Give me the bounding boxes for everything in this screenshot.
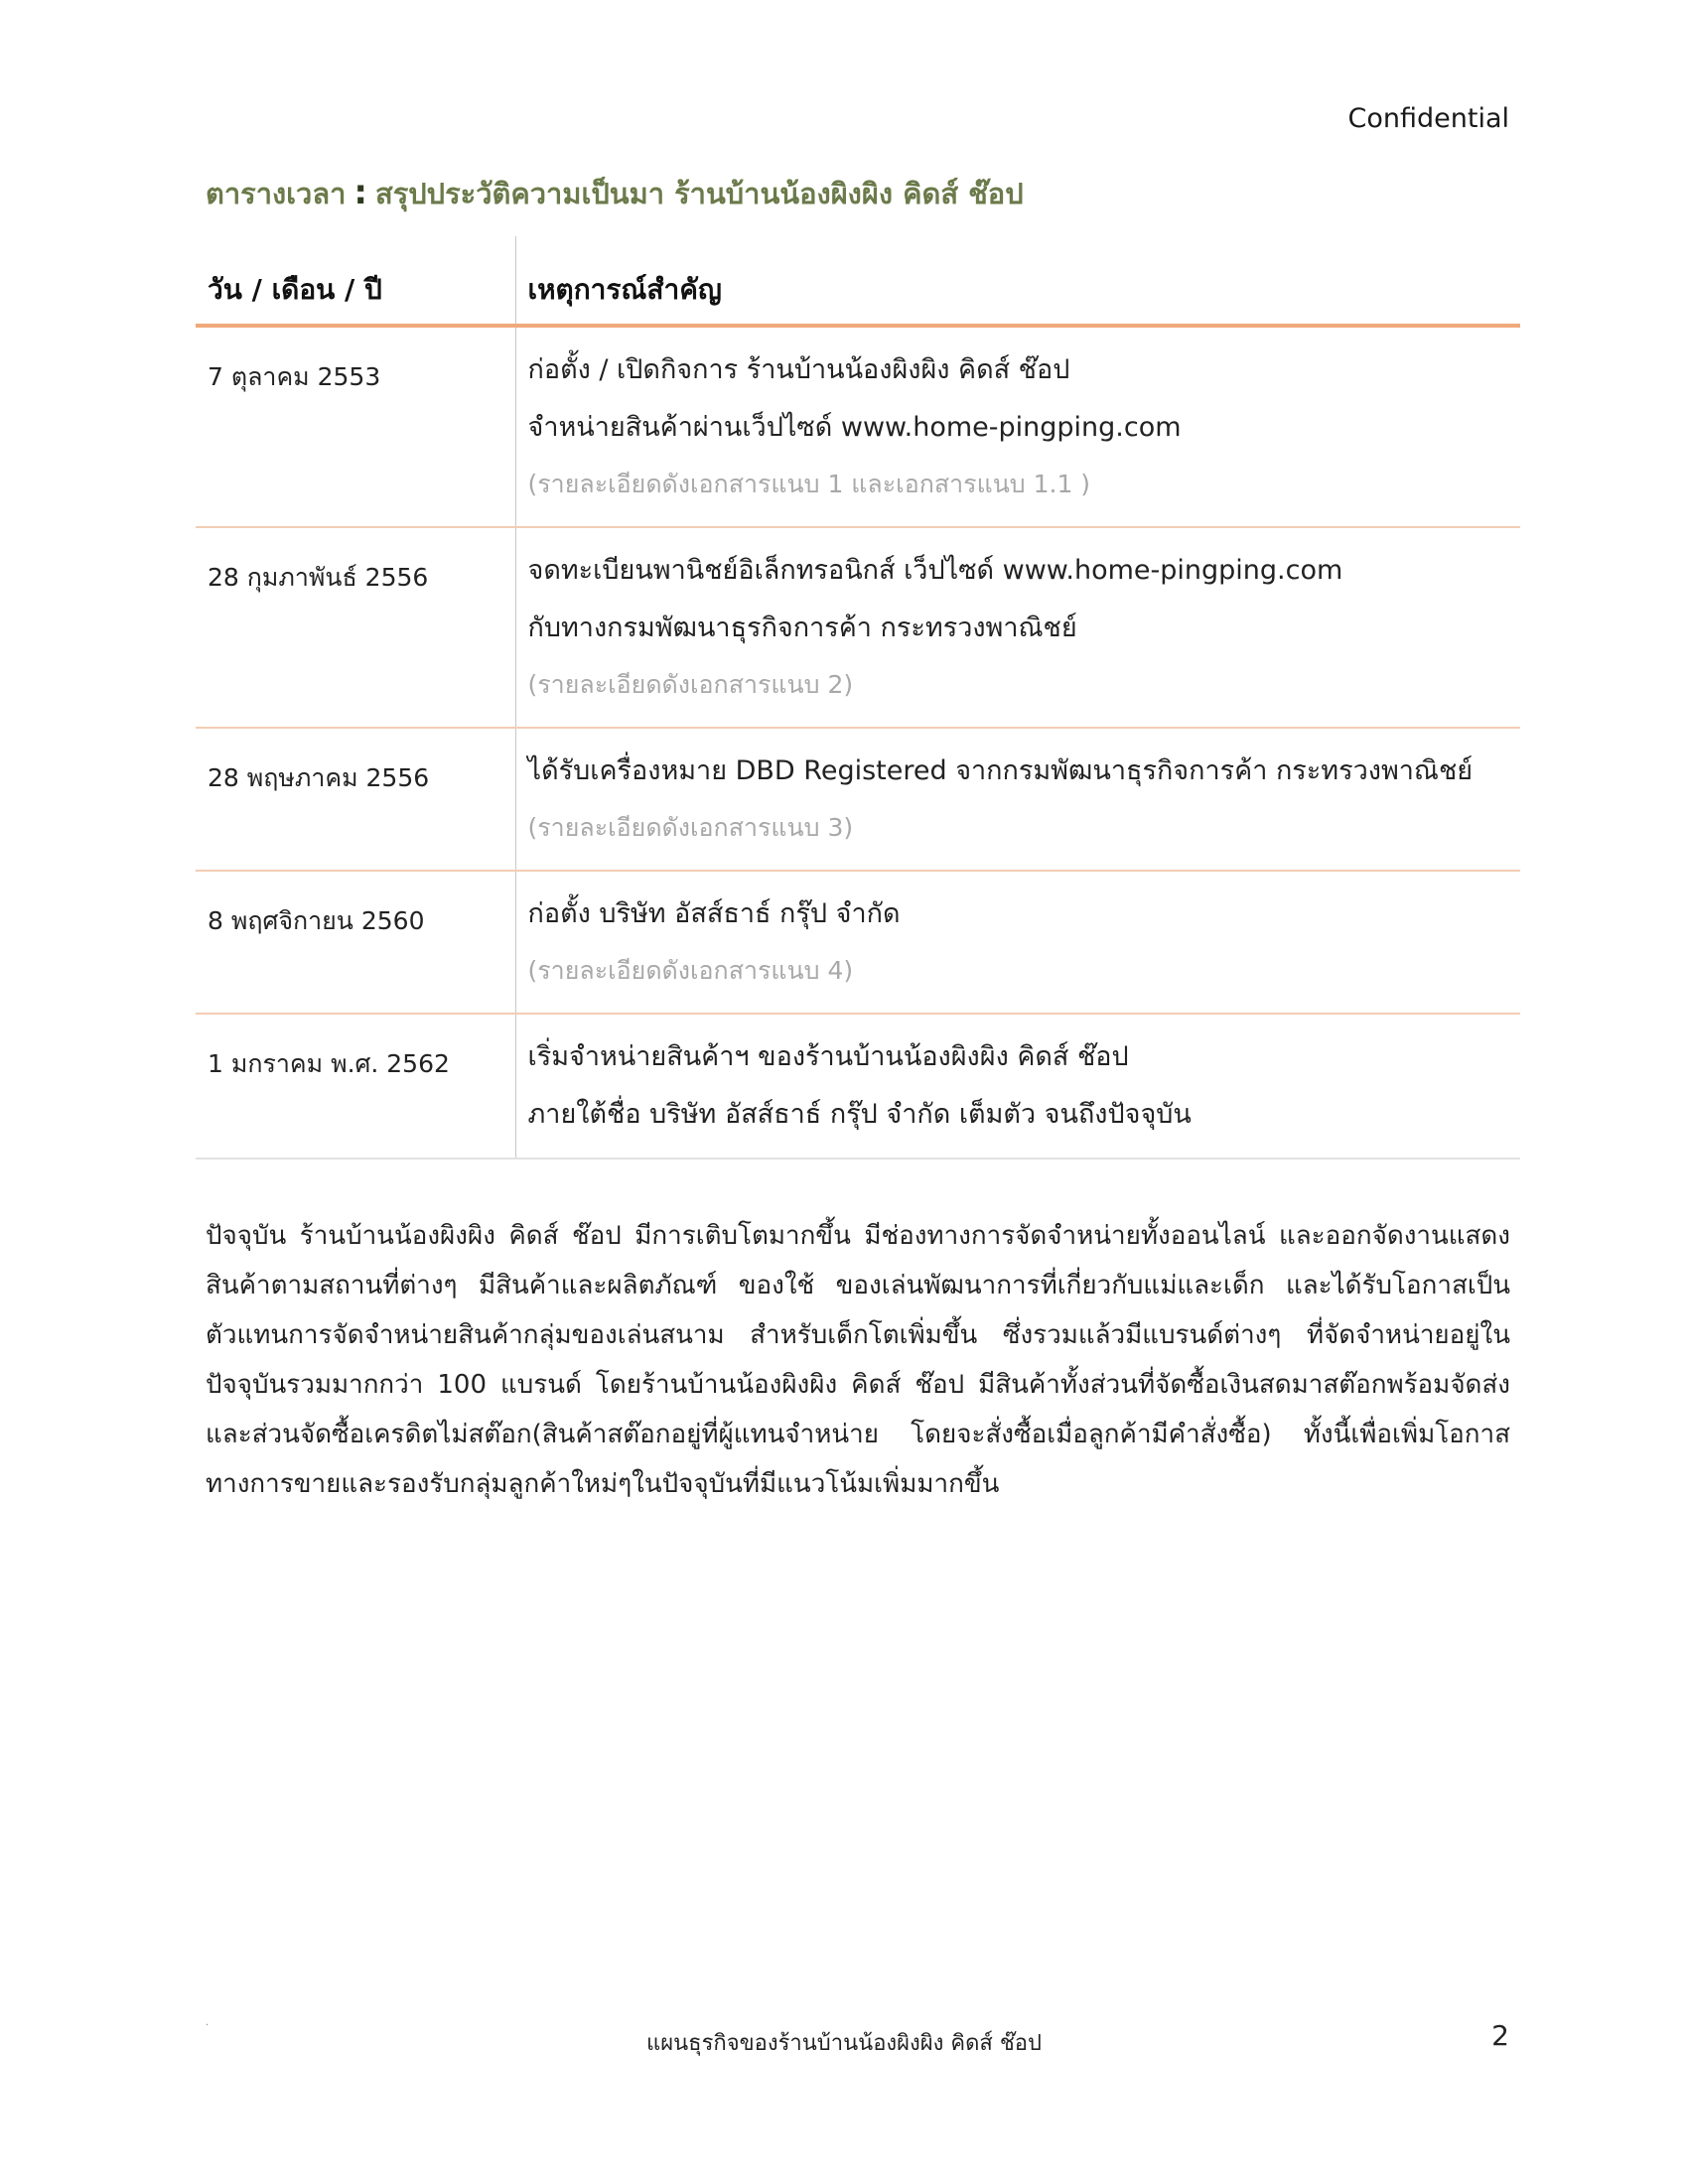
date-column-header: วัน / เดือน / ปี [196, 236, 515, 326]
row-date: 7 ตุลาคม 2553 [196, 326, 515, 527]
row-event [515, 1014, 1520, 1159]
row-date: 1 มกราคม พ.ศ. 2562 [196, 1014, 515, 1159]
event-line: ได้รับเครื่องหมาย DBD Registered จากกรมพัฒนาธุรกิจการค้า กระทรวงพาณิชย์ [527, 755, 1474, 786]
event-line: เริ่มจำหน่ายสินค้าฯ ของร้านบ้านน้องผิงผิง คิดส์ ช๊อป [527, 1041, 1129, 1072]
title-text: สรุปประวัติความเป็นมา ร้านบ้านน้องผิงผิง คิดส์ ช๊อป [375, 177, 1024, 210]
row-event [515, 326, 1520, 527]
row-date: 8 พฤศจิกายน 2560 [196, 871, 515, 1014]
table-row [196, 728, 1520, 871]
event-column-header: เหตุการณ์สำคัญ [515, 236, 1520, 326]
timeline-table [196, 236, 1520, 1160]
table-row [196, 1014, 1520, 1159]
row-event [515, 871, 1520, 1014]
event-line: กับทางกรมพัฒนาธุรกิจการค้า กระทรวงพาณิชย์ [527, 613, 1077, 643]
row-date: 28 พฤษภาคม 2556 [196, 728, 515, 871]
event-note: (รายละเอียดดังเอกสารแนบ 3) [527, 813, 854, 842]
document-title [206, 171, 1024, 216]
event-line: จำหน่ายสินค้าผ่านเว็ปไซด์ www.home-pingping.com [527, 412, 1182, 443]
confidential-label: Confidential [1347, 103, 1509, 134]
footer-title: แผนธุรกิจของร้านบ้านน้องผิงผิง คิดส์ ช๊อป [646, 2031, 1042, 2056]
row-event [515, 527, 1520, 728]
title-prefix: ตารางเวลา [206, 177, 347, 210]
table-row [196, 326, 1520, 527]
event-line: ก่อตั้ง / เปิดกิจการ ร้านบ้านน้องผิงผิง คิดส์ ช๊อป [527, 354, 1070, 385]
event-note: (รายละเอียดดังเอกสารแนบ 2) [527, 670, 854, 699]
body-paragraph: ปัจจุบัน ร้านบ้านน้องผิงผิง คิดส์ ช๊อป มีการเติบโตมากขึ้น มีช่องทางการจัดจำหน่ายทั้งออนไลน์ และออกจัดงานแสดงสินค้าตามสถานที่ต่างๆ มีสินค้าและผลิตภัณฑ์ ของใช้ ของเล่นพัฒนาการที่เกี่ยวกับแม่และเด็ก และได้รับโอกาสเป็นตัวแทนการจัดจำหน่ายสินค้ากลุ่มของเล่นสนาม สำหรับเด็กโตเพิ่มขึ้น ซึ่งรวมแล้วมีแบรนด์ต่างๆ ที่จัดจำหน่ายอยู่ในปัจจุบันรวมมากกว่า 100 แบรนด์ โดยร้านบ้านน้องผิงผิง คิดส์ ช๊อป มีสินค้าทั้งส่วนที่จัดซื้อเงินสดมาสต๊อกพร้อมจัดส่ง และส่วนจัดซื้อเครดิตไม่สต๊อก(สินค้าสต๊อกอยู่ที่ผู้แทนจำหน่าย โดยจะสั่งซื้อเมื่อลูกค้ามีคำสั่งซื้อ) ทั้งนี้เพื่อเพิ่มโอกาสทางการขายและรองรับกลุ่มลูกค้าใหม่ๆในปัจจุบันที่มีแนวโน้มเพิ่มมากขึ้น [206, 1221, 1510, 1499]
event-note: (รายละเอียดดังเอกสารแนบ 4) [527, 956, 854, 985]
event-line: ภายใต้ชื่อ บริษัท อัสส์ธาธ์ กรุ๊ป จำกัด เต็มตัว จนถึงปัจจุบัน [527, 1099, 1192, 1130]
table-row [196, 871, 1520, 1014]
row-event [515, 728, 1520, 871]
table-row [196, 527, 1520, 728]
title-separator: : [353, 173, 367, 212]
event-line: จดทะเบียนพานิชย์อิเล็กทรอนิกส์ เว็ปไซด์ www.home-pingping.com [527, 555, 1343, 586]
event-note: (รายละเอียดดังเอกสารแนบ 1 และเอกสารแนบ 1.1 ) [527, 470, 1091, 498]
row-date: 28 กุมภาพันธ์ 2556 [196, 527, 515, 728]
page-number: 2 [1491, 2019, 1509, 2052]
footer-dot: . [206, 2017, 210, 2028]
table-header-row [196, 236, 1520, 326]
event-line: ก่อตั้ง บริษัท อัสส์ธาธ์ กรุ๊ป จำกัด [527, 898, 901, 929]
